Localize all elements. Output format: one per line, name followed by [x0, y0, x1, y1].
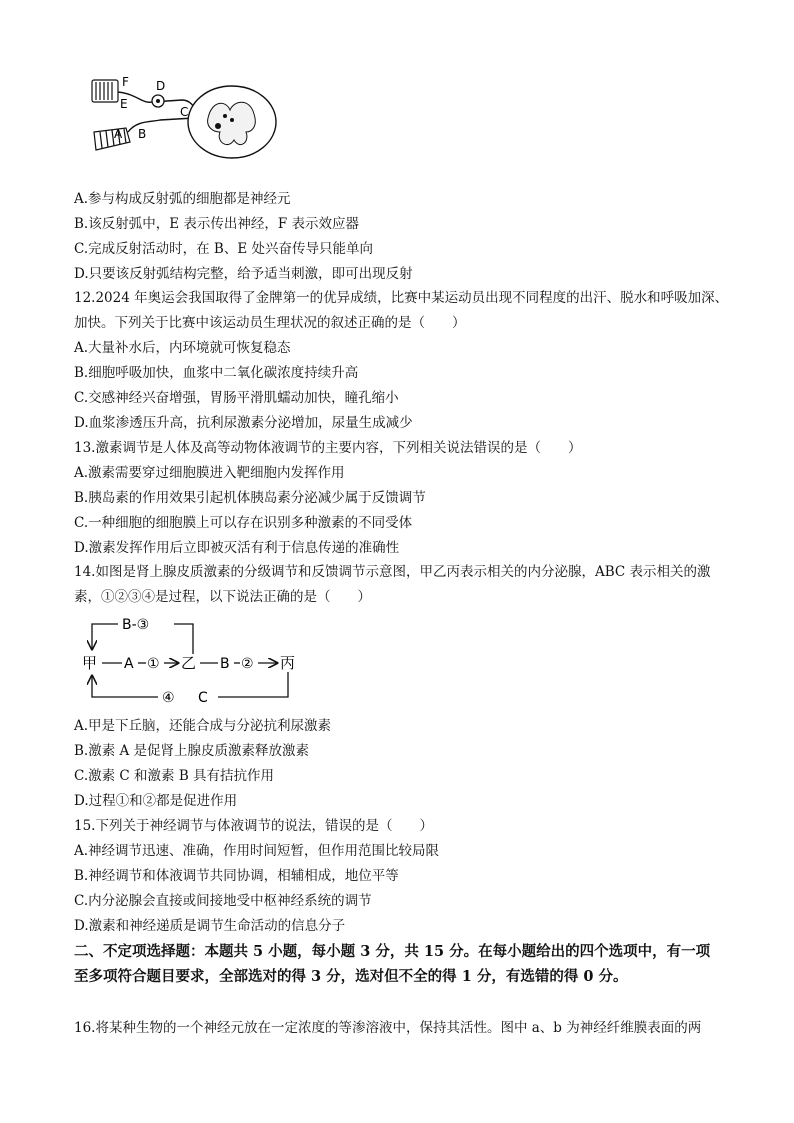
fig1-label-F: F	[122, 75, 129, 89]
q14-stem: 14.如图是肾上腺皮质激素的分级调节和反馈调节示意图，甲乙丙表示相关的内分泌腺，ABC 表示相关的激素，①②③④是过程，以下说法正确的是（ ）	[74, 564, 711, 605]
spinal-cord-icon	[188, 86, 276, 158]
fig1-label-C: C	[180, 105, 189, 119]
label-B: B	[220, 656, 230, 672]
q15-option-b: B.神经调节和体液调节共同协调，相辅相成，地位平等	[74, 868, 399, 884]
effector-icon	[94, 128, 130, 150]
label-4: ④	[162, 690, 175, 706]
q13-option-c: C.一种细胞的细胞膜上可以存在识别多种激素的不同受体	[74, 515, 413, 531]
q13-option-b: B.胰岛素的作用效果引起机体胰岛素分泌减少属于反馈调节	[74, 490, 426, 506]
q14-option-d: D.过程①和②都是促进作用	[74, 793, 238, 809]
fig1-label-E: E	[120, 97, 128, 111]
label-C: C	[198, 690, 208, 706]
q13-option-a: A.激素需要穿过细胞膜进入靶细胞内发挥作用	[74, 465, 345, 481]
node-bing: 丙	[280, 654, 296, 672]
label-B-3: B-③	[122, 617, 150, 633]
label-A: A	[124, 656, 134, 672]
q11-option-a: A.参与构成反射弧的细胞都是神经元	[74, 191, 291, 207]
reflex-arc-figure	[82, 70, 282, 170]
section-2-heading: 二、不定项选择题：本题共 5 小题，每小题 3 分，共 15 分。在每小题给出的四个选项中，有一项至多项符合题目要求，全部选对的得 3 分，选对但不全的得 1 分，有选错的得 0 分。	[74, 943, 711, 985]
q13-option-d: D.激素发挥作用后立即被灭活有利于信息传递的准确性	[74, 540, 400, 556]
q11-option-b: B.该反射弧中，E 表示传出神经，F 表示效应器	[74, 216, 360, 232]
q16-stem: 16.将某种生物的一个神经元放在一定浓度的等渗溶液中，保持其活性。图中 a、b 为神经纤维膜表面的两	[74, 1020, 702, 1036]
q13-stem: 13.激素调节是人体及高等动物体液调节的主要内容，下列相关说法错误的是（ ）	[74, 440, 582, 456]
q15-option-c: C.内分泌腺会直接或间接地受中枢神经系统的调节	[74, 893, 372, 909]
q14-option-b: B.激素 A 是促肾上腺皮质激素释放激素	[74, 743, 310, 759]
q12-option-b: B.细胞呼吸加快，血浆中二氧化碳浓度持续升高	[74, 365, 359, 381]
q11-option-d: D.只要该反射弧结构完整，给予适当刺激，即可出现反射	[74, 266, 413, 282]
node-jia: 甲	[82, 654, 98, 672]
q12-stem: 12.2024 年奥运会我国取得了金牌第一的优异成绩，比赛中某运动员出现不同程度的出汗、脱水和呼吸加深、加快。下列关于比赛中该运动员生理状况的叙述正确的是（ ）	[74, 290, 729, 331]
q14-option-a: A.甲是下丘脑，还能合成与分泌抗利尿激素	[74, 718, 332, 734]
q11-option-c: C.完成反射活动时，在 B、E 处兴奋传导只能单向	[74, 241, 373, 257]
q12-option-c: C.交感神经兴奋增强，胃肠平滑肌蠕动加快，瞳孔缩小	[74, 390, 399, 406]
q14-option-c: C.激素 C 和激素 B 具有拮抗作用	[74, 768, 275, 784]
fig1-label-B: B	[138, 127, 147, 141]
q15-option-a: A.神经调节迅速、准确，作用时间短暂，但作用范围比较局限	[74, 843, 440, 859]
q15-option-d: D.激素和神经递质是调节生命活动的信息分子	[74, 918, 346, 934]
label-2: ②	[241, 656, 254, 672]
q12-option-d: D.血浆渗透压升高，抗利尿激素分泌增加，尿量生成减少	[74, 415, 413, 431]
fig1-label-D: D	[156, 79, 166, 93]
hormone-regulation-diagram	[80, 614, 305, 709]
q15-stem: 15.下列关于神经调节与体液调节的说法，错误的是（ ）	[74, 818, 433, 834]
node-yi: 乙	[181, 654, 197, 672]
label-1: ①	[147, 656, 160, 672]
q12-option-a: A.大量补水后，内环境就可恢复稳态	[74, 340, 291, 356]
fig1-label-A: A	[114, 127, 123, 141]
receptor-icon	[92, 80, 118, 102]
